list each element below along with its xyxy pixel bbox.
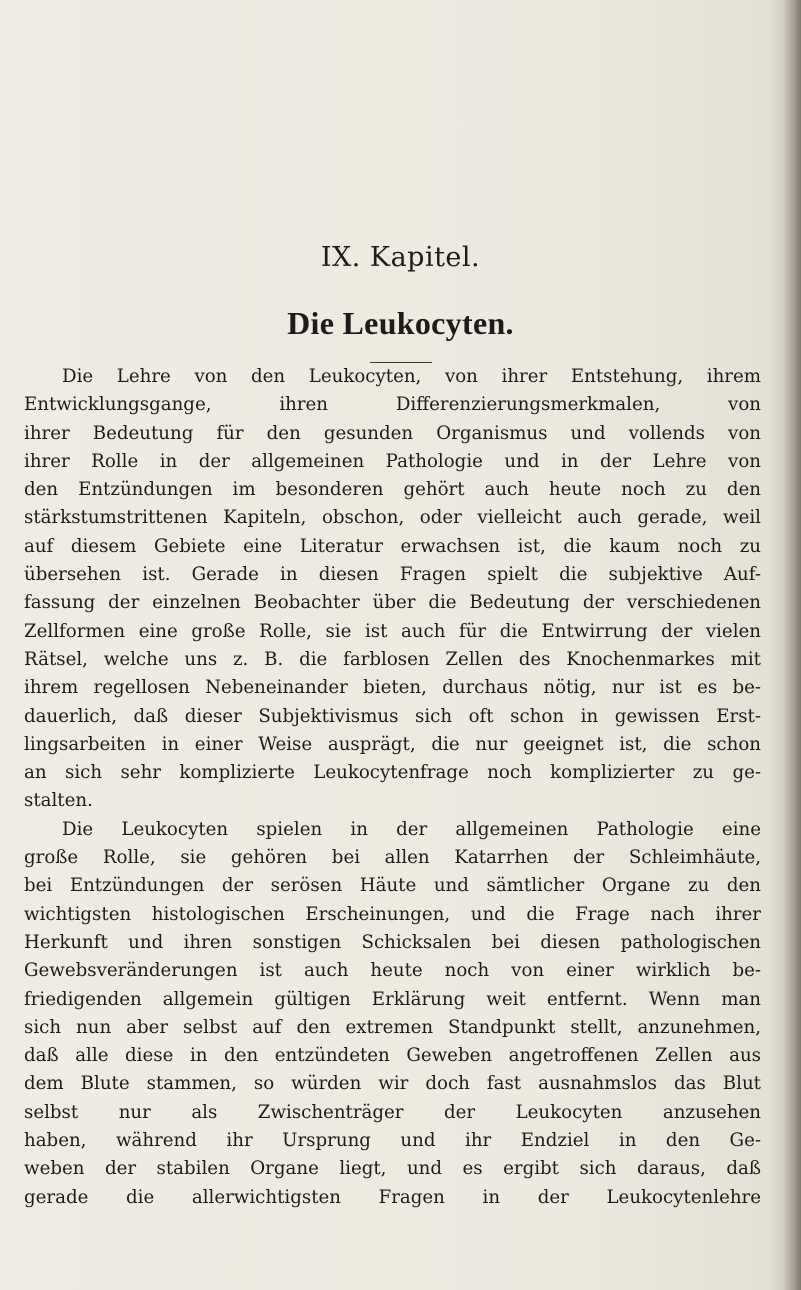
text-line: selbst nur als Zwischenträger der Leukocyten anzusehen	[24, 1101, 761, 1123]
body-text	[24, 363, 761, 1212]
text-line: Herkunft und ihren sonstigen Schicksalen bei diesen pathologischen	[24, 931, 761, 953]
text-line: große Rolle, sie gehören bei allen Katarrhen der Schleimhäute,	[24, 847, 761, 869]
text-line: Entwicklungsgange, ihren Differenzierungsmerkmalen, von	[24, 394, 761, 416]
text-line: Zellformen eine große Rolle, sie ist auch für die Entwirrung der vielen	[24, 620, 761, 642]
text-line: übersehen ist. Gerade in diesen Fragen spielt die subjektive Auf-	[24, 564, 761, 586]
text-line: daß alle diese in den entzündeten Geweben angetroffenen Zellen aus	[24, 1045, 761, 1067]
text-line: Rätsel, welche uns z. B. die farblosen Zellen des Knochenmarkes mit	[24, 648, 761, 670]
text-line: dauerlich, daß dieser Subjektivismus sich oft schon in gewissen Erst-	[24, 705, 761, 727]
chapter-heading: IX. Kapitel.	[320, 242, 481, 273]
text-line: haben, während ihr Ursprung und ihr Endziel in den Ge-	[24, 1130, 761, 1152]
text-line: an sich sehr komplizierte Leukocytenfrage noch komplizierter zu ge-	[24, 762, 761, 784]
text-line: ihrer Bedeutung für den gesunden Organismus und vollends von	[24, 422, 761, 444]
text-line: Die Lehre von den Leukocyten, von ihrer Entstehung, ihrem	[62, 366, 761, 387]
text-line: stärkstumstrittenen Kapiteln, obschon, oder vielleicht auch gerade, weil	[24, 507, 761, 529]
text-line: ihrem regellosen Nebeneinander bieten, durchaus nötig, nur ist es be-	[24, 677, 761, 699]
text-line: Die Leukocyten spielen in der allgemeinen Pathologie eine	[62, 818, 761, 840]
text-line: lingsarbeiten in einer Weise ausprägt, die nur geeignet ist, die schon	[24, 733, 761, 755]
text-line: auf diesem Gebiete eine Literatur erwachsen ist, die kaum noch zu	[24, 535, 761, 557]
chapter-title: Die Leukocyten.	[287, 305, 514, 341]
text-line: gerade die allerwichtigsten Fragen in der Leukocytenlehre	[24, 1186, 761, 1208]
text-line: den Entzündungen im besonderen gehört auch heute noch zu den	[24, 479, 761, 501]
text-line: Gewebsveränderungen ist auch heute noch von einer wirklich be-	[24, 960, 761, 982]
text-line: friedigenden allgemein gültigen Erklärung weit entfernt. Wenn man	[24, 988, 761, 1010]
text-line: wichtigsten histologischen Erscheinungen, und die Frage nach ihrer	[24, 903, 761, 925]
page-edge-shadow	[783, 0, 801, 1290]
text-line: dem Blute stammen, so würden wir doch fast ausnahmslos das Blut	[24, 1073, 761, 1095]
text-line: stalten.	[24, 790, 93, 812]
text-line: weben der stabilen Organe liegt, und es ergibt sich daraus, daß	[24, 1158, 761, 1180]
text-line: bei Entzündungen der serösen Häute und sämtlicher Organe zu den	[24, 875, 761, 897]
text-line: sich nun aber selbst auf den extremen Standpunkt stellt, anzunehmen,	[24, 1016, 761, 1038]
text-line: ihrer Rolle in der allgemeinen Pathologie und in der Lehre von	[24, 450, 761, 472]
text-line: fassung der einzelnen Beobachter über die Bedeutung der verschiedenen	[24, 592, 761, 614]
